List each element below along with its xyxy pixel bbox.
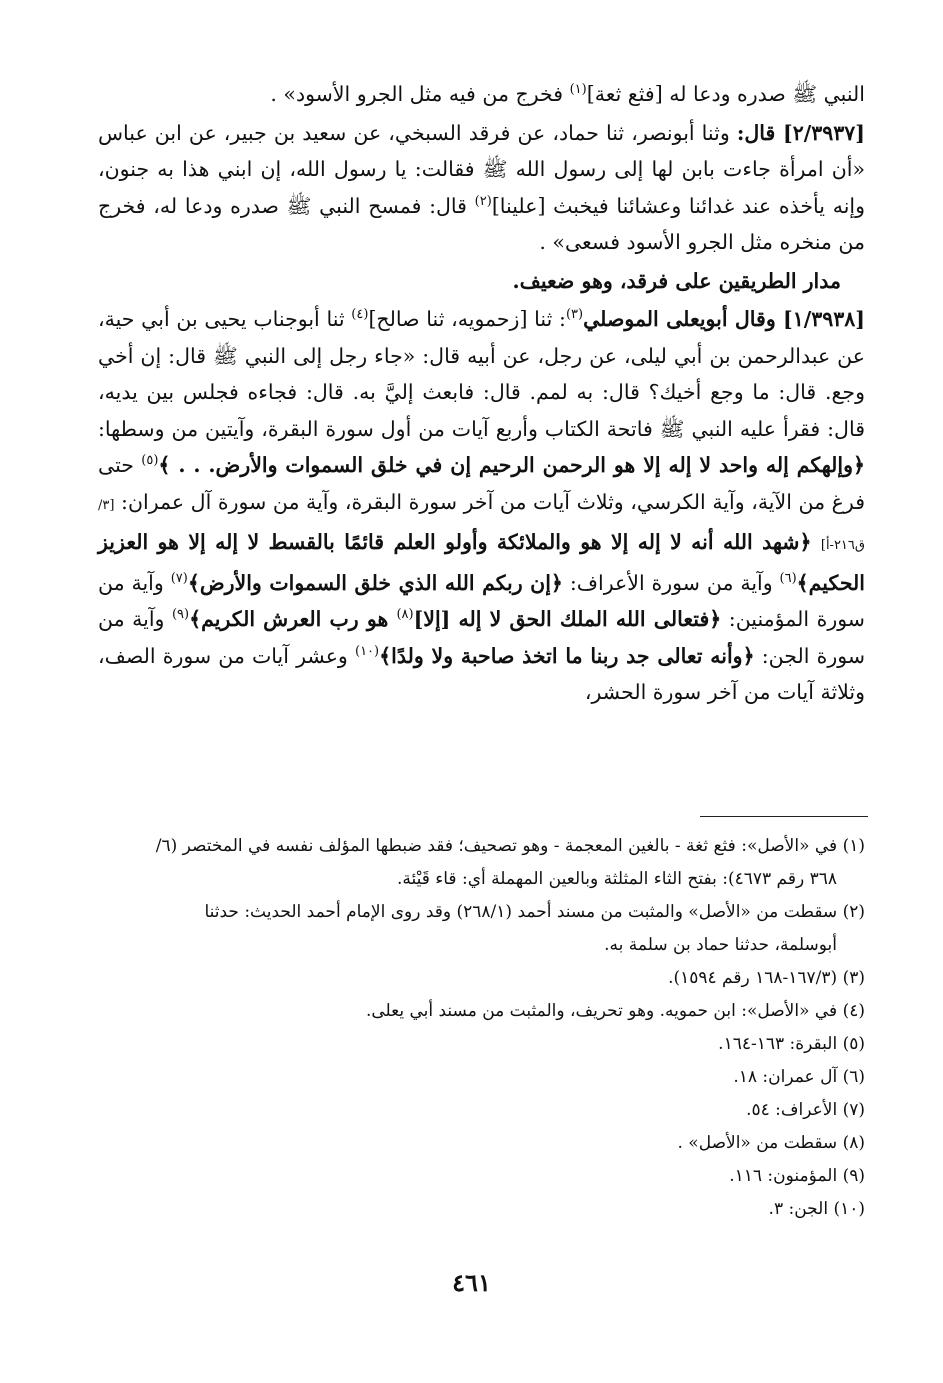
footnote-ref-4: (٤) <box>351 307 369 323</box>
footnote-6: (٦) آل عمران: ١٨. <box>733 1067 865 1087</box>
footnote-ref-2: (٢) <box>474 193 492 209</box>
quran-verse: ﴿وأنه تعالى جد ربنا ما اتخذ صاحبة ولا ولدًا﴾ <box>379 643 755 668</box>
quran-verse: ﴿إن ربكم الله الذي خلق السموات والأرض﴾ <box>187 570 563 595</box>
footnote-8: (٨) سقطت من «الأصل» . <box>677 1133 865 1153</box>
main-text <box>98 76 865 711</box>
footnote-2: (٢) سقطت من «الأصل» والمثبت من مسند أحمد (٢٦٨/١) وقد روى الإمام أحمد الحديث: حدثنا <box>204 902 865 922</box>
footnote-divider <box>700 816 868 817</box>
footnote-4: (٤) في «الأصل»: ابن حمويه. وهو تحريف، والمثبت من مسند أبي يعلى. <box>365 1001 865 1021</box>
quran-verse: ﴿وإلهكم إله واحد لا إله إلا هو الرحمن الرحيم إن في خلق السموات والأرض. . . ﴾ <box>158 453 866 477</box>
footnote-ref-9: (٩) <box>171 607 190 623</box>
footnote-ref-8: (٨) <box>396 607 414 623</box>
footnote-ref-5: (٥) <box>141 453 159 469</box>
footnote-10: (١٠) الجن: ٣. <box>768 1199 865 1219</box>
footnote-9: (٩) المؤمنون: ١١٦. <box>729 1166 865 1186</box>
footnote-ref-10: (١٠) <box>355 643 380 659</box>
grading-paragraph: مدار الطريقين على فرقد، وهو ضعيف. <box>512 268 841 293</box>
footnote-1-continued: ٣٦٨ رقم ٤٦٧٣): بفتح الثاء المثلثة وبالعين المهملة أي: قاء قَيْئة. <box>396 869 837 889</box>
footnotes <box>98 830 865 1226</box>
paragraph-continuation: النبي ﷺ صدره ودعا له [فثع ثعة]$^{(١)}$ فخرج من فيه مثل الجرو الأسود» . <box>270 82 865 106</box>
hadith-3937-paragraph: [٢/٣٩٣٧] قال: وثنا أبونصر، ثنا حماد، عن فرقد السبخي، عن سعيد بن جبير، عن ابن عباس «أن امرأة جاءت بابن لها إلى رسول الله ﷺ فقالت: يا رسول الله، إن ابني هذا به جنون، وإنه يأخذه عند غدائنا وعشائنا فيخبث [علينا]$^{(٢)}$ قال: فمسح النبي ﷺ صدره ودعا له، فخرج من منخره مثل الجرو الأسود فسعى» . <box>98 120 865 254</box>
hadith-3938-paragraph: [١/٣٩٣٨] وقال أبويعلى الموصلي$^{(٣)}$: ثنا [زحمويه، ثنا صالح]$^{(٤)}$ ثنا أبوجناب يحيى بن أبي حية، عن عبدالرحمن بن أبي ليلى، عن رجل، عن أبيه قال: «جاء رجل إلى النبي ﷺ قال: إن أخي وجع. قال: ما وجع أخيك؟ قال: به لمم. قال: فابعث إليَّ به. قال: فجاءه فجلس بين يديه، قال: فقرأ عليه النبي ﷺ فاتحة الكتاب وأربع آيات من أول سورة البقرة، وآيتين من وسطها: ﴿وإلهكم إله واحد لا إله إلا هو الرحمن الرحيم إن في خلق السموات والأرض. . . ﴾$^{(٥)}$ حتى فرغ من الآية، وآية الكرسي، وثلاث آيات من آخر سورة البقرة، وآية من سورة آل عمران: [٣/ ق٢١٦-أ] ﴿شهد الله أنه لا إله إلا هو والملائكة وأولو العلم قائمًا بالقسط لا إله إلا هو العزيز الحكيم﴾$^{(٦)}$ وآية من سورة الأعراف: ﴿إن ربكم الله الذي خلق السموات والأرض﴾$^{(٧)}$ وآية من سورة المؤمنين: ﴿فتعالى الله الملك الحق لا إله [إلا]$^{(٨)}$ هو رب العرش الكريم﴾$^{(٩)}$ وآية من سورة الجن: ﴿وأنه تعالى جد ربنا ما اتخذ صاحبة ولا ولدًا﴾$^{(١٠)}$ وعشر آيات من سورة الصف، وثلاثة آيات من آخر سورة الحشر، <box>98 307 866 704</box>
hadith-number-3937: [٢/٣٩٣٧] قال: <box>736 120 865 145</box>
quran-verse: هو رب العرش الكريم﴾ <box>189 607 397 631</box>
hadith-number-3938: [١/٣٩٣٨] وقال أبويعلى الموصلي <box>583 307 865 331</box>
footnote-7: (٧) الأعراف: ٥٤. <box>746 1100 865 1120</box>
footnote-5: (٥) البقرة: ١٦٣-١٦٤. <box>718 1034 865 1054</box>
footnote-2-continued: أبوسلمة، حدثنا حماد بن سلمة به. <box>604 935 837 955</box>
footnote-ref-1: (١) <box>569 82 587 98</box>
page-number: ٤٦١ <box>452 1268 491 1297</box>
footnote-3: (٣) (١٦٧/٣-١٦٨ رقم ١٥٩٤). <box>668 968 865 988</box>
footnote-ref-3: (٣) <box>565 307 584 323</box>
quran-verse: ﴿فتعالى الله الملك الحق لا إله [إلا] <box>413 607 722 631</box>
quran-verse: ﴿شهد الله أنه لا إله إلا هو والملائكة وأولو العلم قائمًا بالقسط لا إله إلا هو العزيز الحكيم﴾ <box>98 530 865 595</box>
footnote-1: (١) في «الأصل»: فثع ثغة - بالغين المعجمة - وهو تصحيف؛ فقد ضبطها المؤلف نفسه في المختصر (٦/ <box>155 836 865 856</box>
footnote-ref-6: (٦) <box>779 570 797 586</box>
manuscript-marker: [٣/ ق٢١٦-أ] <box>98 497 865 553</box>
footnote-ref-7: (٧) <box>170 570 188 586</box>
